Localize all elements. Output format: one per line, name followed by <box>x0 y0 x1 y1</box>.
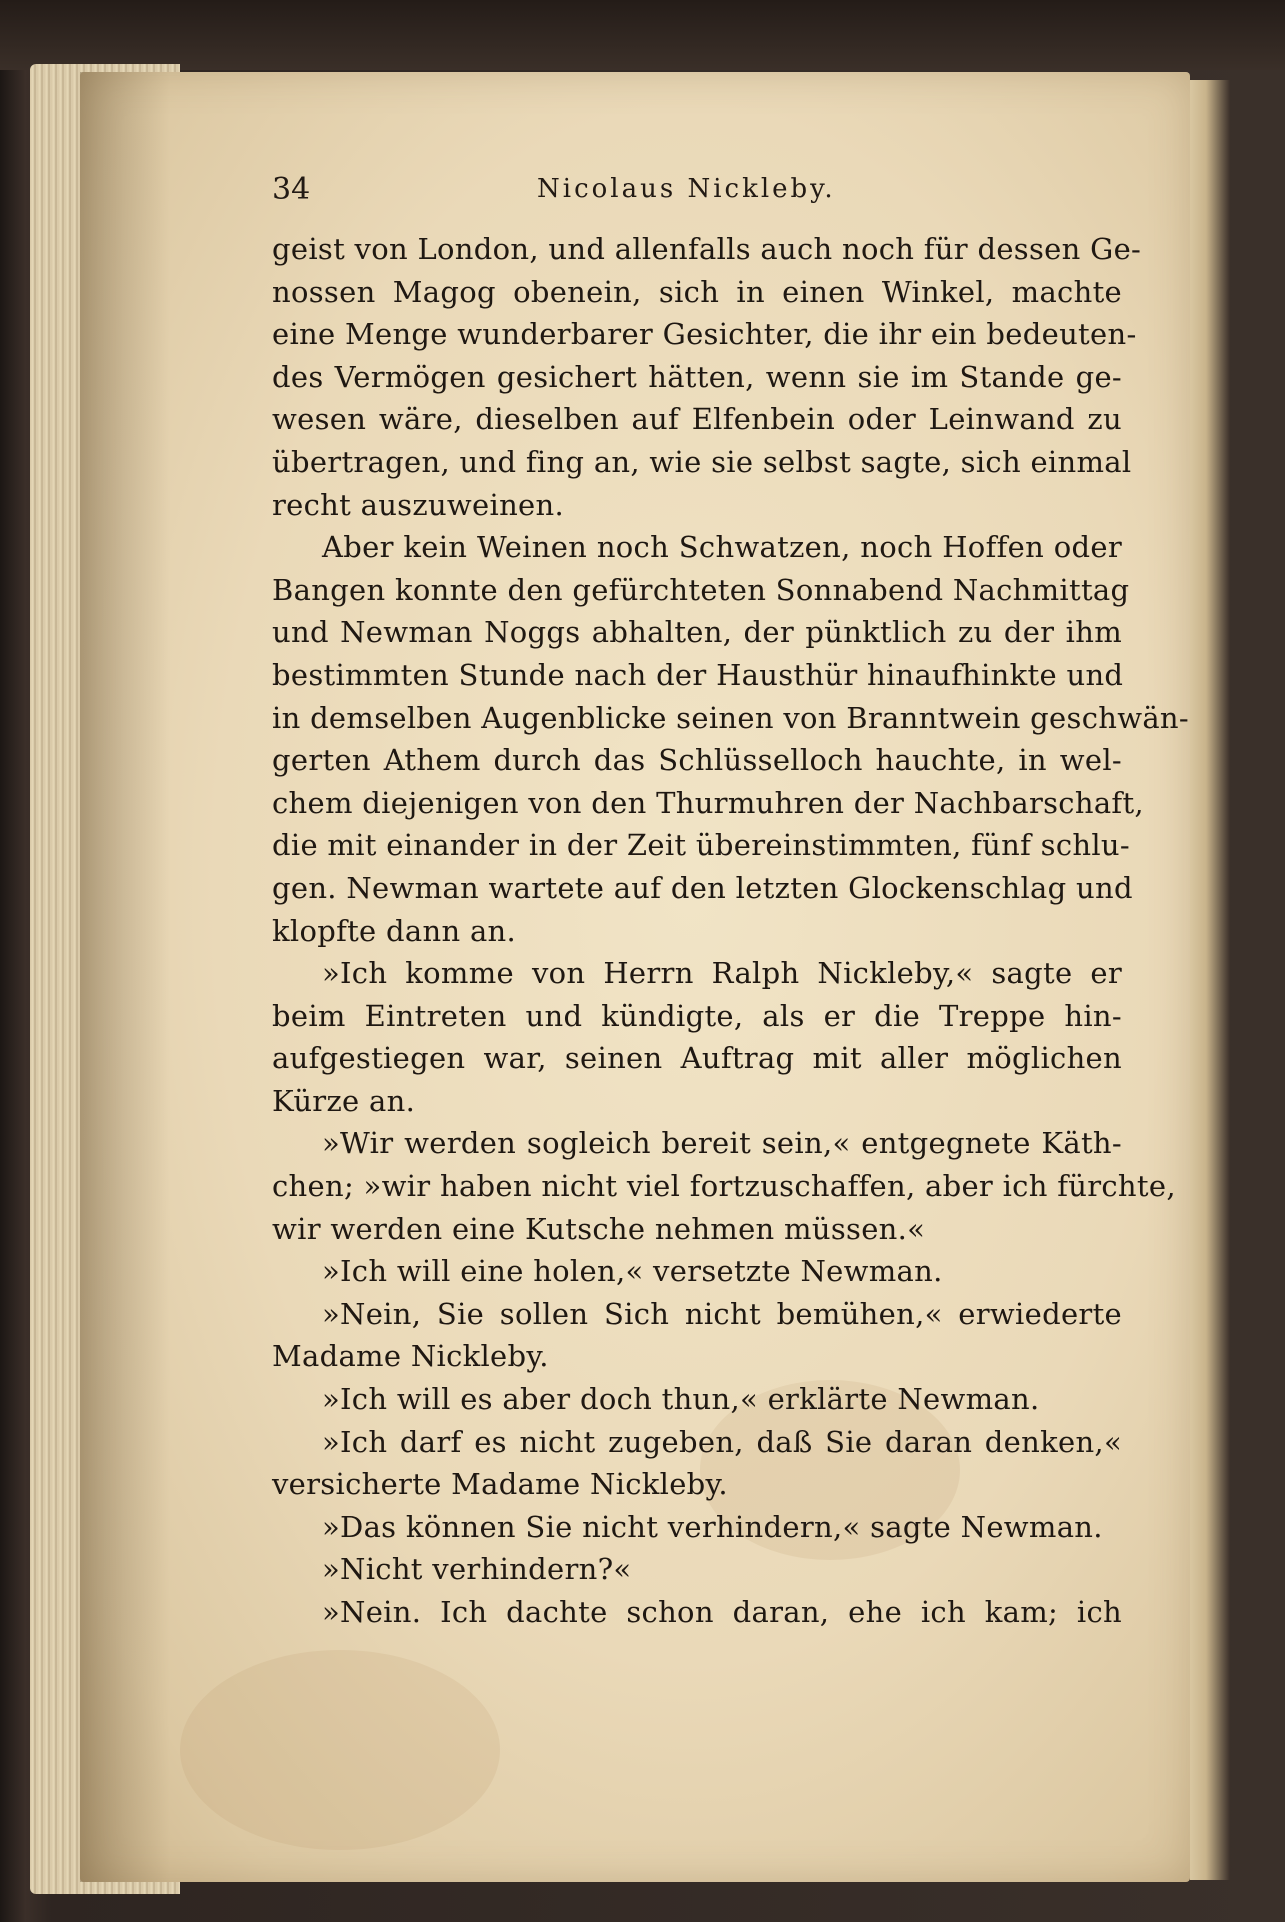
text-line: »Wir werden sogleich bereit sein,« entgegnete Käth- <box>322 1126 1122 1161</box>
text-line: des Vermögen gesichert hätten, wenn sie im Stande ge- <box>272 359 1122 394</box>
page-right-edge <box>1190 80 1230 1880</box>
text-line: wesen wäre, dieselben auf Elfenbein oder Leinwand zu <box>272 402 1122 437</box>
text-line: »Ich komme von Herrn Ralph Nickleby,« sagte er <box>322 956 1122 991</box>
text-line: chen; »wir haben nicht viel fortzuschaffen, aber ich fürchte, <box>272 1169 1176 1204</box>
spine-shadow <box>80 72 170 1882</box>
text-line: nossen Magog obenein, sich in einen Winkel, machte <box>272 274 1122 309</box>
text-line: Bangen konnte den gefürchteten Sonnabend Nachmittag <box>272 572 1130 607</box>
paper-stain <box>180 1650 500 1850</box>
text-line: geist von London, und allenfalls auch noch für dessen Ge- <box>272 232 1142 266</box>
text-line: Kürze an. <box>272 1083 416 1118</box>
text-line: »Ich darf es nicht zugeben, daß Sie daran denken,« <box>322 1424 1122 1459</box>
book-cover-top <box>0 0 1285 70</box>
running-header <box>272 172 1132 216</box>
text-line: wir werden eine Kutsche nehmen müssen.« <box>272 1211 926 1246</box>
text-line: »Nein, Sie sollen Sich nicht bemühen,« erwiederte <box>322 1296 1122 1331</box>
text-line: versicherte Madame Nickleby. <box>272 1467 728 1502</box>
running-title: Nicolaus Nickleby. <box>537 174 836 204</box>
text-line: Aber kein Weinen noch Schwatzen, noch Hoffen oder <box>322 530 1122 565</box>
text-line: recht auszuweinen. <box>272 487 565 522</box>
text-line: »Nicht verhindern?« <box>322 1552 632 1587</box>
page-number: 34 <box>272 172 311 207</box>
text-line: »Das können Sie nicht verhindern,« sagte Newman. <box>322 1509 1103 1544</box>
text-line: aufgestiegen war, seinen Auftrag mit aller möglichen <box>272 1041 1122 1076</box>
text-line: chem diejenigen von den Thurmuhren der Nachbarschaft, <box>272 785 1144 820</box>
text-line: gen. Newman wartete auf den letzten Glockenschlag und <box>272 870 1133 905</box>
text-line: gerten Athem durch das Schlüsselloch hauchte, in wel- <box>272 743 1122 778</box>
text-line: »Ich will eine holen,« versetzte Newman. <box>322 1254 943 1289</box>
body-text <box>272 228 1190 1634</box>
text-line: beim Eintreten und kündigte, als er die Treppe hin- <box>272 998 1122 1033</box>
text-line: »Ich will es aber doch thun,« erklärte Newman. <box>322 1382 1040 1417</box>
text-line: Madame Nickleby. <box>272 1339 549 1374</box>
text-line: bestimmten Stunde nach der Hausthür hinaufhinkte und <box>272 657 1124 692</box>
text-line: in demselben Augenblicke seinen von Branntwein geschwän- <box>272 700 1190 735</box>
text-line: eine Menge wunderbarer Gesichter, die ihr ein bedeuten- <box>272 317 1137 352</box>
text-line: klopfte dann an. <box>272 913 517 948</box>
text-line: übertragen, und fing an, wie sie selbst sagte, sich einmal <box>272 444 1132 479</box>
text-line: und Newman Noggs abhalten, der pünktlich zu der ihm <box>272 615 1122 650</box>
text-line: »Nein. Ich dachte schon daran, ehe ich kam; ich <box>322 1595 1122 1629</box>
text-line: die mit einander in der Zeit übereinstimmten, fünf schlu- <box>272 828 1131 863</box>
